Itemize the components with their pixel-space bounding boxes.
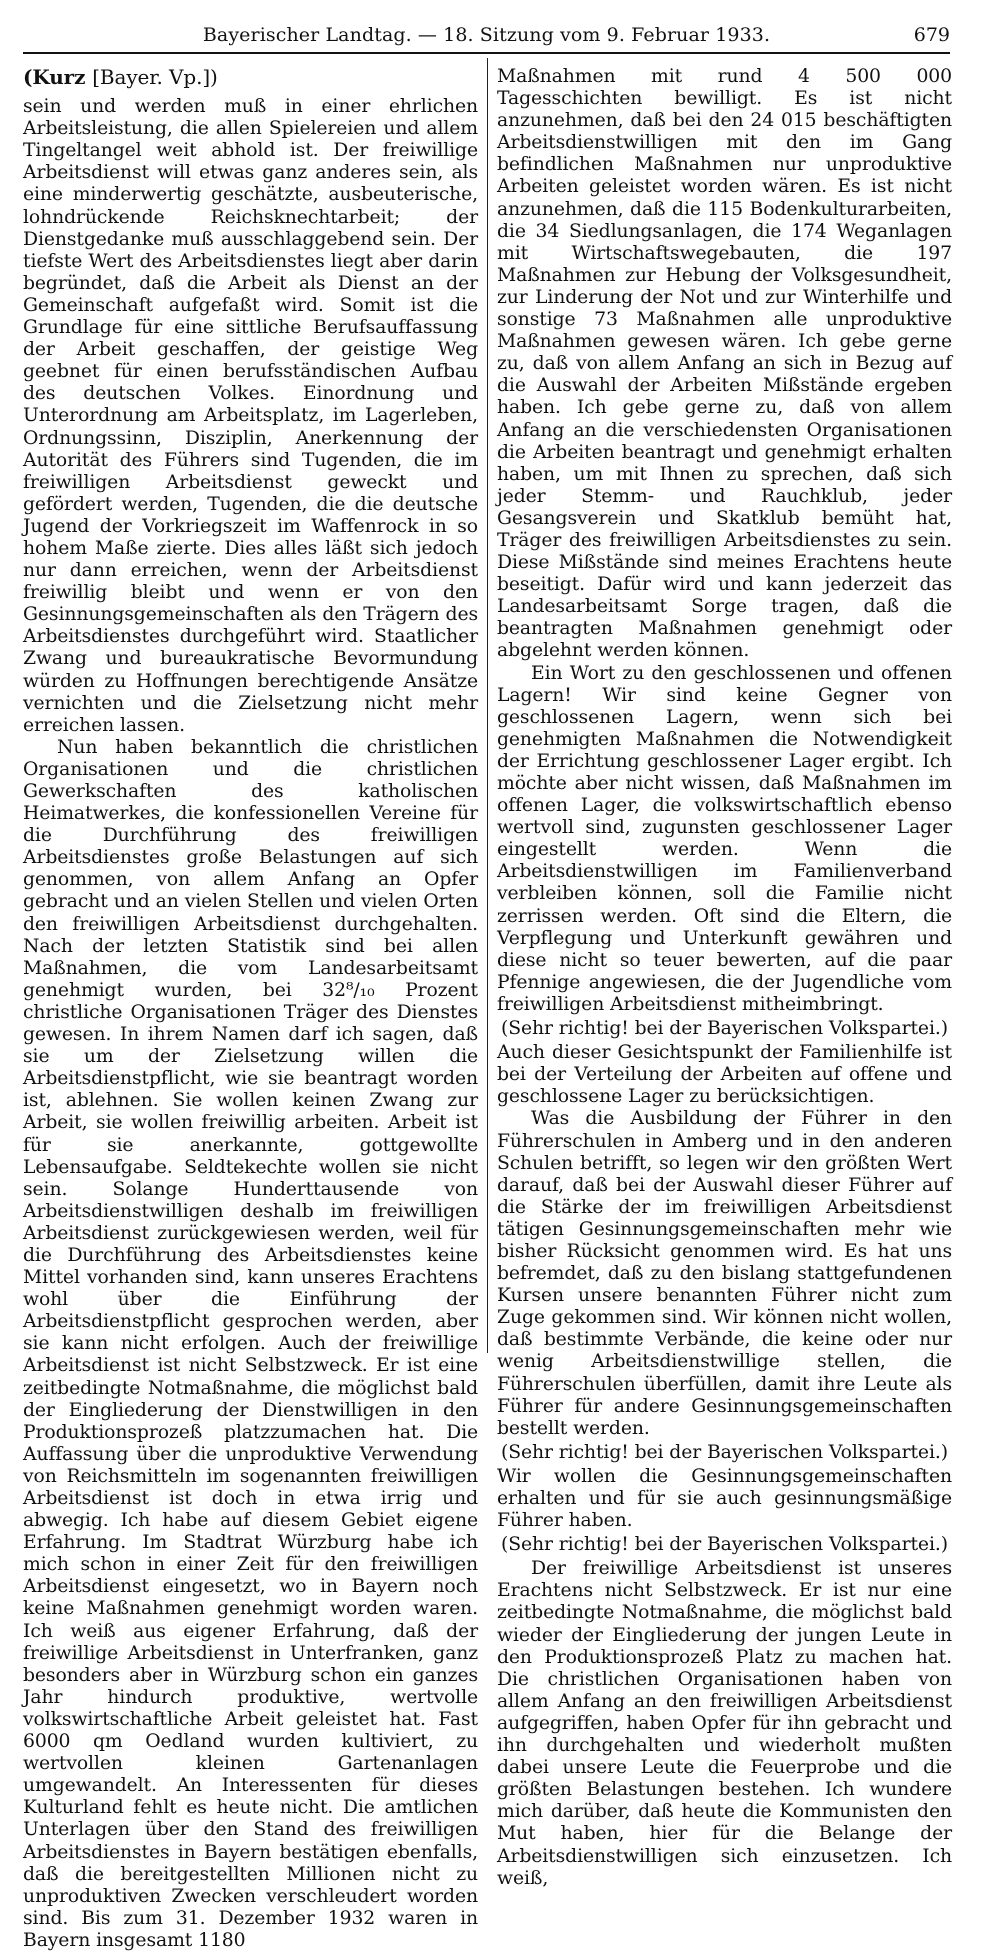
right-column xyxy=(497,66,952,1889)
speaker-line xyxy=(23,66,478,88)
speaker-name: (Kurz xyxy=(23,65,86,89)
paragraph: Nun haben bekanntlich die christlichen Organisationen und die christlichen Gewerkschaften des katholischen Heimatwerkes, die konfessionellen Vereine für die Durchführung des freiwilligen Arbeitsdienstes große Belastungen auf sich genommen, von allem Anfang an Opfer gebracht und an vielen Stellen und vielen Orten den freiwilligen Arbeitsdienst durchgehalten. Nach der letzten Statistik sind bei allen Maßnahmen, die vom Landesarbeitsamt genehmigt wurden, bei 32⁸/₁₀ Prozent christliche Organisationen Träger des Dienstes gewesen. In ihrem Namen darf ich sagen, daß sie um der Zielsetzung willen die Arbeitsdienstpflicht, wie sie beantragt worden ist, ablehnen. Sie wollen keinen Zwang zur Arbeit, sie wollen freiwillig arbeiten. Arbeit ist für sie anerkannte, gottgewollte Lebensaufgabe. Seldtekechte wollen sie nicht sein. Solange Hunderttausende von Arbeitsdienstwilligen deshalb im freiwilligen Arbeitsdienst zurückgewiesen werden, weil für die Durchführung des Arbeitsdienstes keine Mittel vorhanden sind, kann unseres Erachtens wohl über die Einführung der Arbeitsdienstpflicht gesprochen werden, aber sie kann nicht erfolgen. Auch der freiwillige Arbeitsdienst ist nicht Selbstzweck. Er ist eine zeitbedingte Notmaßnahme, die möglichst bald der Eingliederung der Dienstwilligen in den Produktionsprozeß platzzumachen hat. Die Auffassung über die unproduktive Verwendung von Reichsmitteln im sogenannten freiwilligen Arbeitsdienst ist doch in etwa irrig und abwegig. Ich habe auf diesem Gebiet eigene Erfahrung. Im Stadtrat Würzburg habe ich mich schon in einer Zeit für den freiwilligen Arbeitsdienst eingesetzt, wo in Bayern noch keine Maßnahmen genehmigt worden waren. Ich weiß aus eigener Erfahrung, daß der freiwillige Arbeitsdienst in Unterfranken, ganz besonders aber in Würzburg schon ein ganzes Jahr hindurch produktive, wertvolle volkswirtschaftliche Arbeit geleistet hat. Fast 6000 qm Oedland wurden kultiviert, zu wertvollen kleinen Gartenanlagen umgewandelt. An Interessenten für dieses Kulturland fehlt es heute nicht. Die amtlichen Unterlagen über den Stand des freiwilligen Arbeitsdienstes in Bayern bestätigen ebenfalls, daß die bereitgestellten Millionen nicht zu unproduktiven Zwecken verschleudert worden sind. Bis zum 31. Dezember 1932 waren in Bayern insgesamt 1180 xyxy=(23,736,478,1951)
running-head: Bayerischer Landtag. — 18. Sitzung vom 9. Februar 1933. xyxy=(202,24,771,46)
paragraph: Der freiwillige Arbeitsdienst ist unseres Erachtens nicht Selbstzweck. Er ist nur eine zeitbedingte Notmaßnahme, die möglichst bald wieder der Eingliederung der jungen Leute in den Produktionsprozeß Platz zu machen hat. Die christlichen Organisationen haben von allem Anfang an den freiwilligen Arbeitsdienst aufgegriffen, haben Opfer für ihn gebracht und ihn durchgehalten und wiederholt mußten dabei unsere Leute die Feuerprobe und die größten Belastungen bestehen. Ich wundere mich darüber, daß heute die Kommunisten den Mut haben, hier für die Belange der Arbeitsdienstwilligen sich einzusetzen. Ich weiß, xyxy=(497,1558,952,1889)
interjection: (Sehr richtig! bei der Bayerischen Volkspartei.) xyxy=(501,1534,948,1556)
paragraph: Auch dieser Gesichtspunkt der Familienhilfe ist bei der Verteilung der Arbeiten auf offene und geschlossene Lager zu berücksichtigen. xyxy=(497,1042,952,1108)
paragraph: sein und werden muß in einer ehrlichen Arbeitsleistung, die allen Spielereien und allem Tingeltangel weit abhold ist. Der freiwillige Arbeitsdienst will etwas ganz anderes sein, als eine minderwertig geschätzte, ausbeuterische, lohndrückende Reichsknechtarbeit; der Dienstgedanke muß ausschlaggebend sein. Der tiefste Wert des Arbeitsdienstes liegt aber darin begründet, daß die Arbeit als Dienst an der Gemeinschaft aufgefaßt wird. Somit ist die Grundlage für eine sittliche Berufsauffassung der Arbeit geschaffen, der geistige Weg geebnet für einen berufsständischen Aufbau des deutschen Volkes. Einordnung und Unterordnung am Arbeitsplatz, im Lagerleben, Ordnungssinn, Disziplin, Anerkennung der Autorität des Führers sind Tugenden, die im freiwilligen Arbeitsdienst geweckt und gefördert werden, Tugenden, die die deutsche Jugend der Vorkriegszeit im Waffenrock in so hohem Maße zierte. Dies alles läßt sich jedoch nur dann erreichen, wenn der Arbeitsdienst freiwillig bleibt und wenn er von den Gesinnungsgemeinschaften als den Trägern des Arbeitsdienstes durchgeführt wird. Staatlicher Zwang und bureaukratische Bevormundung würden zu Hoffnungen berechtigende Ansätze vernichten und die Zielsetzung nicht mehr erreichen lassen. xyxy=(23,96,478,736)
paragraph: Ein Wort zu den geschlossenen und offenen Lagern! Wir sind keine Gegner von geschlossenen Lagern, wenn sich bei genehmigten Maßnahmen die Notwendigkeit der Errichtung geschlossener Lager ergibt. Ich möchte aber nicht wissen, daß Maßnahmen im offenen Lager, die volkswirtschaftlich ebenso wertvoll sind, zugunsten geschlossener Lager eingestellt werden. Wenn die Arbeitsdienstwilligen im Familienverband verbleiben können, soll die Familie nicht zerrissen werden. Oft sind die Eltern, die Verpflegung und Unterkunft gewähren und diese nicht so teuer bewerten, auf die paar Pfennige angewiesen, die der Jugendliche vom freiwilligen Arbeitsdienst mitheimbringt. xyxy=(497,662,952,1015)
page-number: 679 xyxy=(913,24,950,46)
speaker-party: [Bayer. Vp.]) xyxy=(92,65,218,89)
paragraph: Was die Ausbildung der Führer in den Führerschulen in Amberg und in den anderen Schulen betrifft, so legen wir den größten Wert darauf, daß bei der Auswahl dieser Führer auf die Stärke der im freiwilligen Arbeitsdienst tätigen Gesinnungsgemeinschaften mehr wie bisher Rücksicht genommen wird. Es hat uns befremdet, daß zu den bislang stattgefundenen Kursen unsere benannten Führer nicht zum Zuge gekommen sind. Wir können nicht wollen, daß bestimmte Verbände, die keine oder nur wenig Arbeitsdienstwillige stellen, die Führerschulen überfüllen, damit ihre Leute als Führer für andere Gesinnungsgemeinschaften bestellt werden. xyxy=(497,1108,952,1439)
interjection: (Sehr richtig! bei der Bayerischen Volkspartei.) xyxy=(501,1441,948,1463)
interjection: (Sehr richtig! bei der Bayerischen Volkspartei.) xyxy=(501,1018,948,1040)
paragraph: Maßnahmen mit rund 4 500 000 Tagesschichten bewilligt. Es ist nicht anzunehmen, daß bei den 24 015 beschäftigten Arbeitsdienstwilligen mit den im Gang befindlichen Maßnahmen nur unproduktive Arbeiten geleistet worden wären. Es ist nicht anzunehmen, daß die 115 Bodenkulturarbeiten, die 34 Siedlungsanlagen, die 174 Weganlagen mit Wirtschaftswegebauten, die 197 Maßnahmen zur Hebung der Volksgesundheit, zur Linderung der Not und zur Winterhilfe und sonstige 73 Maßnahmen alle unproduktive Maßnahmen gewesen wären. Ich gebe gerne zu, daß von allem Anfang an sich in Bezug auf die Auswahl der Arbeiten Mißstände ergeben haben. Ich gebe gerne zu, daß von allem Anfang an die verschiedensten Organisationen die Arbeiten beantragt und genehmigt erhalten haben, um mit Ihnen zu sprechen, daß sich jeder Stemm- und Rauchklub, jeder Gesangsverein und Skatklub bemüht hat, Träger des freiwilligen Arbeitsdienstes zu sein. Diese Mißstände sind meines Erachtens heute beseitigt. Dafür wird und kann jederzeit das Landesarbeitsamt Sorge tragen, daß die beantragten Maßnahmen genehmigt oder abgelehnt werden können. xyxy=(497,66,952,662)
column-divider xyxy=(487,58,488,1353)
page-header xyxy=(23,14,950,54)
left-column xyxy=(23,65,478,1951)
paragraph: Wir wollen die Gesinnungsgemeinschaften erhalten und für sie auch gesinnungsmäßige Führer haben. xyxy=(497,1465,952,1532)
